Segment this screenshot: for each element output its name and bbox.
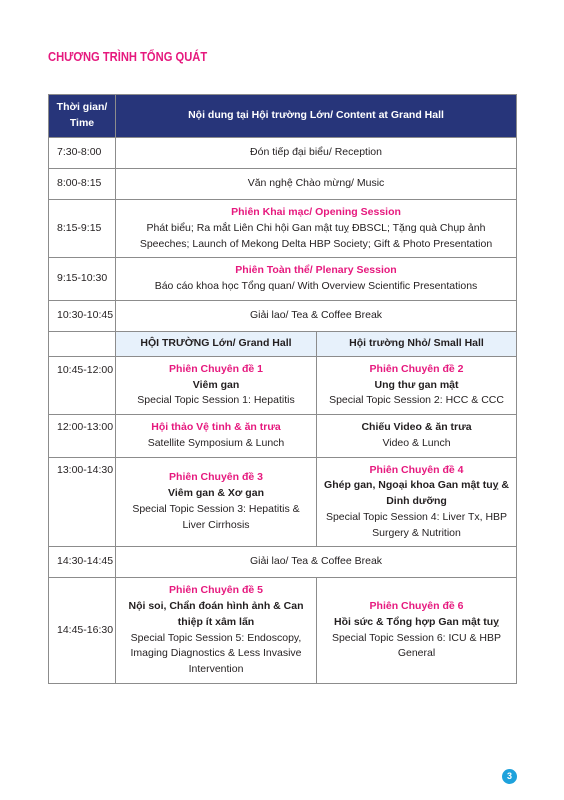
small-hall-cell [317, 457, 517, 547]
session-topic: Viêm gan & Xơ gan [168, 487, 264, 500]
small-hall-cell [317, 415, 517, 458]
session-topic: Chiếu Video & ăn trưa [361, 421, 472, 433]
table-row [49, 356, 517, 414]
session-title: Phiên Khai mạc/ Opening Session [231, 206, 401, 218]
session-detail-vi: Phát biểu; Ra mắt Liên Chi hội Gan mật tuỵ ĐBSCL; Tặng quà Chụp ảnh [146, 221, 486, 234]
table-row [49, 415, 517, 458]
content-cell: Văn nghệ Chào mừng/ Music [116, 169, 517, 200]
session-title: Phiên Chuyên đề 2 [369, 362, 464, 375]
time-cell: 8:15-9:15 [49, 200, 116, 258]
session-detail-en: Special Topic Session 6: ICU & HBP General [331, 631, 502, 660]
session-title: Hội thảo Vệ tinh & ăn trưa [151, 421, 281, 433]
time-cell: 8:00-8:15 [49, 169, 116, 200]
grand-hall-cell [116, 578, 317, 684]
table-row [49, 138, 517, 169]
content-cell: Giải lao/ Tea & Coffee Break [116, 300, 517, 331]
small-hall-cell [317, 356, 517, 414]
empty-time-cell [49, 331, 116, 356]
session-title: Phiên Toàn thể/ Plenary Session [235, 264, 397, 277]
hall-header-row [49, 331, 517, 356]
grand-hall-cell [116, 356, 317, 414]
content-cell: Đón tiếp đại biểu/ Reception [116, 138, 517, 169]
page-number-badge: 3 [502, 769, 517, 784]
time-cell: 7:30-8:00 [49, 138, 116, 169]
table-row [49, 578, 517, 684]
session-title: Phiên Chuyên đề 5 [169, 584, 263, 597]
session-topic: Hồi sức & Tổng hợp Gan mật tuỵ [334, 615, 499, 628]
time-cell: 14:45-16:30 [49, 578, 116, 684]
table-row [49, 258, 517, 301]
table-row [49, 457, 517, 547]
time-cell: 10:30-10:45 [49, 300, 116, 331]
session-detail-en: Special Topic Session 5: Endoscopy, Imaging Diagnostics & Less Invasive Intervention [130, 631, 302, 675]
page-title: CHƯƠNG TRÌNH TỔNG QUÁT [48, 49, 208, 64]
content-cell [116, 258, 517, 301]
session-detail-en: Special Topic Session 2: HCC & CCC [329, 394, 504, 407]
small-hall-cell [317, 578, 517, 684]
grand-hall-cell [116, 457, 317, 547]
session-detail-en: Satellite Symposium & Lunch [147, 436, 285, 449]
session-detail-en: Special Topic Session 1: Hepatitis [137, 394, 295, 407]
content-cell: Giải lao/ Tea & Coffee Break [116, 547, 517, 578]
session-detail-en: Speeches; Launch of Mekong Delta HBP Society; Gift & Photo Presentation [139, 237, 493, 250]
schedule-table [48, 94, 517, 684]
session-title: Phiên Chuyên đề 1 [169, 362, 263, 375]
session-topic: Ung thư gan mật [374, 378, 459, 391]
session-title: Phiên Chuyên đề 6 [369, 600, 464, 612]
session-detail-en: Special Topic Session 3: Hepatitis & Liver Cirrhosis [132, 502, 300, 531]
small-hall-header: Hội trường Nhỏ/ Small Hall [317, 331, 517, 356]
session-title: Phiên Chuyên đề 3 [169, 471, 263, 484]
table-row [49, 200, 517, 258]
header-time: Thời gian/ Time [49, 95, 116, 138]
header-content: Nội dung tại Hội trường Lớn/ Content at Grand Hall [116, 95, 517, 138]
time-cell: 14:30-14:45 [49, 547, 116, 578]
session-detail-en: Special Topic Session 4: Liver Tx, HBP Surgery & Nutrition [325, 510, 508, 539]
time-cell: 9:15-10:30 [49, 258, 116, 301]
table-row [49, 300, 517, 331]
grand-hall-header: HỘI TRƯỜNG Lớn/ Grand Hall [116, 331, 317, 356]
time-cell: 13:00-14:30 [49, 457, 116, 547]
time-cell: 10:45-12:00 [49, 356, 116, 414]
time-cell: 12:00-13:00 [49, 415, 116, 458]
grand-hall-cell [116, 415, 317, 458]
session-detail: Báo cáo khoa học Tổng quan/ With Overview Scientific Presentations [154, 280, 478, 292]
session-detail-en: Video & Lunch [382, 436, 451, 449]
table-header-row [49, 95, 517, 138]
session-topic: Nội soi, Chẩn đoán hình ảnh & Can thiệp ít xâm lấn [128, 600, 304, 628]
table-row [49, 547, 517, 578]
content-cell [116, 200, 517, 258]
session-topic: Ghép gan, Ngoại khoa Gan mật tuỵ & Dinh dưỡng [324, 479, 509, 507]
table-row [49, 169, 517, 200]
session-topic: Viêm gan [192, 378, 240, 391]
session-title: Phiên Chuyên đề 4 [369, 463, 464, 476]
